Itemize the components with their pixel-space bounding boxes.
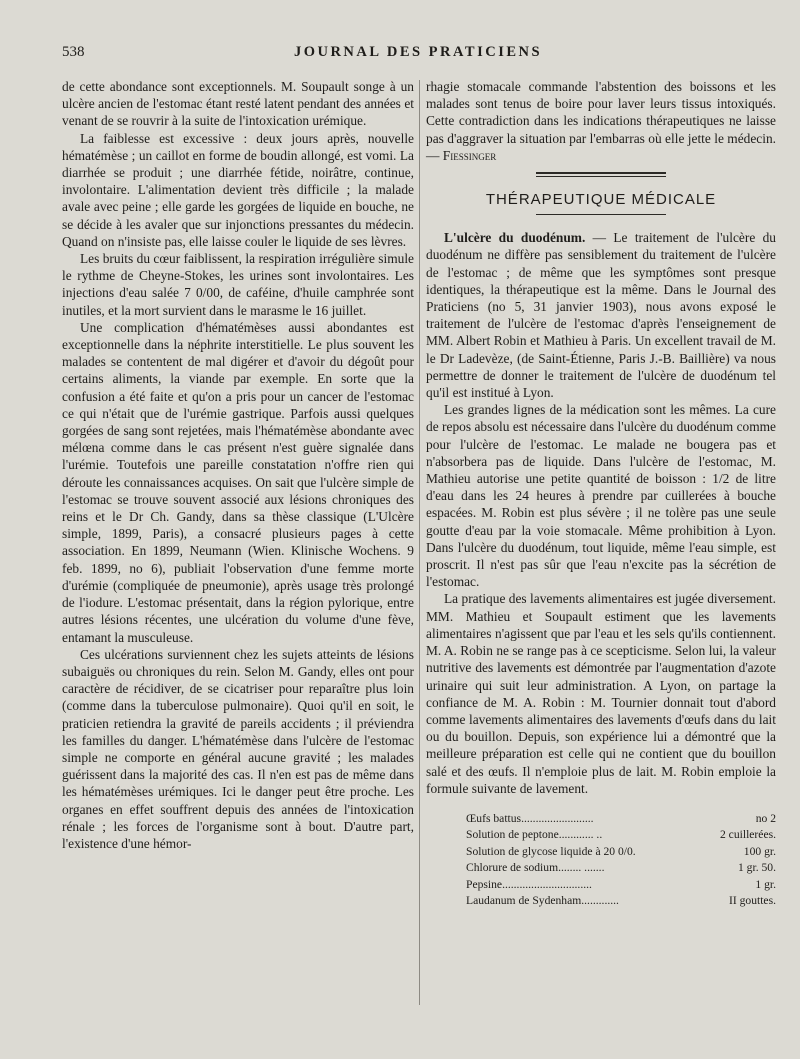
article-title: L'ulcère du duodénum. [444,230,586,246]
formula-row [466,844,776,861]
right-column [426,78,776,910]
formula-qty: 1 gr. [755,877,776,891]
formula-row [466,877,776,894]
paragraph: La pratique des lavements alimentaires est jugée diversement. MM. Mathieu et Soupault estiment que les lavements alimentaires n'agissent que par l'eau et les sels qu'ils contiennent. M. A. Robin ne se range pas à ce scepticisme. Selon lui, la valeur nutritive des lavements est démontrée par l'augmentation d'azote urinaire qui suit leur administration. A Lyon, on partage la confiance de M. A. Robin : M. Tournier donnait tout d'abord comme lavements alimentaires des lavements d'œufs dans du lait ou du bouillon. Depuis, son expérience lui a démontré que la meilleure préparation est celle qui ne contient que du bouillon salé et des œufs. Il n'emploie plus de lait. M. Robin emploie la formule suivante de lavement. [426,591,776,796]
left-column [62,78,414,852]
column-divider [419,80,420,1005]
section-rule-bottom [536,214,666,215]
article-lead-paragraph [426,229,776,401]
formula-item: Laudanum de Sydenham............. [466,894,619,908]
paragraph: La faiblesse est excessive : deux jours après, nouvelle hématémèse ; un caillot en forme de boudin allongé, est vomi. La diarrhée se produit ; une diarrhée fétide, noirâtre, continue, involontaire. L'alimentation devient très difficile ; la malade avale avec peine ; elle garde les gorgées de liquide en bouche, ne se décide à les avaler que sur injonctions pressantes du médecin. Quand on n'insiste pas, elle laisse couler le liquide de ses lèvres. [62,130,414,249]
formula-item: Solution de glycose liquide à 20 0/0. [466,844,636,858]
formula-row [466,893,776,910]
enema-formula [466,811,776,910]
continuation-paragraph [426,78,776,164]
formula-row [466,811,776,828]
formula-item: Œufs battus......................... [466,811,594,825]
formula-item: Chlorure de sodium........ ....... [466,861,605,875]
paragraph: de cette abondance sont exceptionnels. M. Soupault songe à un ulcère ancien de l'estomac étant resté latent pendant des années et venant de se rouvrir à la suite de l'intoxication urémique. [62,79,414,129]
paragraph: — Le traitement de l'ulcère du duodénum ne diffère pas sensiblement du traitement de l'ulcère de l'estomac ; de même que les symptômes sont presque identiques, la thérapeutique est la même. Dans le Journal des Praticiens (no 5, 31 janvier 1903), nous avons exposé le traitement de l'ulcère de l'estomac d'après l'enseignement de MM. Albert Robin et Mathieu à Paris. Un excellent travail de M. le Dr Ladevèze, (de Saint-Étienne, Paris J.-B. Baillière) va nous permettre de donner le traitement de l'ulcère de duodénum tel qu'il est institué à Lyon. [426,230,776,401]
paragraph: Les bruits du cœur faiblissent, la respiration irrégulière simule le rythme de Cheyne-Stokes, les urines sont involontaires. Les injections d'eau salée 7 0/00, de caféine, d'huile camphrée sont inutiles, et la mort survient dans le marasme le 16 juillet. [62,251,414,318]
section-title: THÉRAPEUTIQUE MÉDICALE [485,191,717,209]
paragraph: Une complication d'hématémèses aussi abondantes est exceptionnelle dans la néphrite interstitielle. Le plus souvent les malades se contentent de mal digérer et d'avoir du dégoût pour certains aliments, la viande par exemple. En sorte que la confusion a été faite et qu'on a pris pour un cancer de l'estomac ce qui n'était que de l'urémie gastrique. Parfois aussi quelques gorgées de sang sont rejetées, mais l'hématémèse abondante avec mélœna comme dans le cas présent n'est guère signalée dans l'urémie. Toutefois une pareille constatation n'offre rien qui déroute les connaissances acquises. On sait que l'ulcère simple de l'estomac se trouve souvent associé aux lésions chroniques des reins et le Dr Ch. Gandy, dans sa thèse classique (L'Ulcère simple, 1899, Paris), a consacré plusieurs pages à cette association. En 1899, Neumann (Wien. Klinische Wochens. 9 feb. 1899, no 6), publiait l'observation d'une femme morte d'urémie (compliquée de pneumonie), après usage très prolongé de l'iodure. L'estomac présentait, dans la région pylorique, entre autres lésions récentes, une ulcération du volume d'une fève, entamant la musculeuse. [62,319,414,645]
formula-qty: no 2 [755,811,776,825]
page-header [62,44,774,68]
formula-qty: 2 cuillerées. [719,828,776,842]
paragraph: Les grandes lignes de la médication sont les mêmes. La cure de repos absolu est nécessaire dans l'ulcère du duodénum comme pour l'ulcère de l'estomac. Le malade ne bougera pas et n'absorbera pas de liquide. Dans l'ulcère de l'estomac, M. Mathieu autorise une petite quantité de boisson : 1/2 de litre d'eau dans les 24 heures à prendre par cuillerées à bouche espacées. M. Robin est plus sévère ; il ne tolère pas une seule goutte d'eau par la voie stomacale. Même prohibition à Lyon. Dans l'ulcère du duodénum, tout liquide, même l'eau simple, est proscrit. Il n'est pas sûr que l'eau n'excite pas la sécrétion de l'estomac. [426,402,776,590]
continuation-text: rhagie stomacale commande l'abstention des boissons et les malades sont tenus de boire pour laver leurs tissus intoxiqués. Cette contradiction dans les indications thérapeutiques ne laisse pas d'aggraver la situation par l'embarras où elle jette le médecin. — [426,79,776,163]
formula-item: Pepsine............................... [466,877,592,891]
formula-item: Solution de peptone............ .. [466,828,603,842]
section-rule-top [536,172,666,177]
formula-row [466,827,776,844]
running-title: JOURNAL DES PRATICIENS [293,44,543,60]
page-number: 538 [62,44,85,60]
formula-row [466,860,776,877]
paragraph: Ces ulcérations surviennent chez les sujets atteints de lésions subaiguës ou chroniques du rein. Selon M. Gandy, elles ont pour caractère de récidiver, de se cicatriser pour reparaître plus loin (comme dans la tuberculose pulmonaire). Quoi qu'il en soit, le praticien retiendra la gravité de pareils accidents ; il préviendra les familles du danger. L'hématémèse dans l'ulcère de l'estomac simple ne comporte en général aucune gravité ; les malades guérissent dans la majorité des cas. Il n'en est pas de même dans les hématémèses urémiques. Ici le danger peut être proche. Les organes en effet souffrent depuis des années de l'intoxication rénale ; les forces de l'organisme sont à bout. D'autre part, l'existence d'une hémor- [62,646,414,851]
author-signature: Fiessinger [442,147,497,163]
formula-qty: 100 gr. [743,844,776,858]
formula-qty: 1 gr. 50. [737,861,776,875]
formula-qty: II gouttes. [728,894,776,908]
